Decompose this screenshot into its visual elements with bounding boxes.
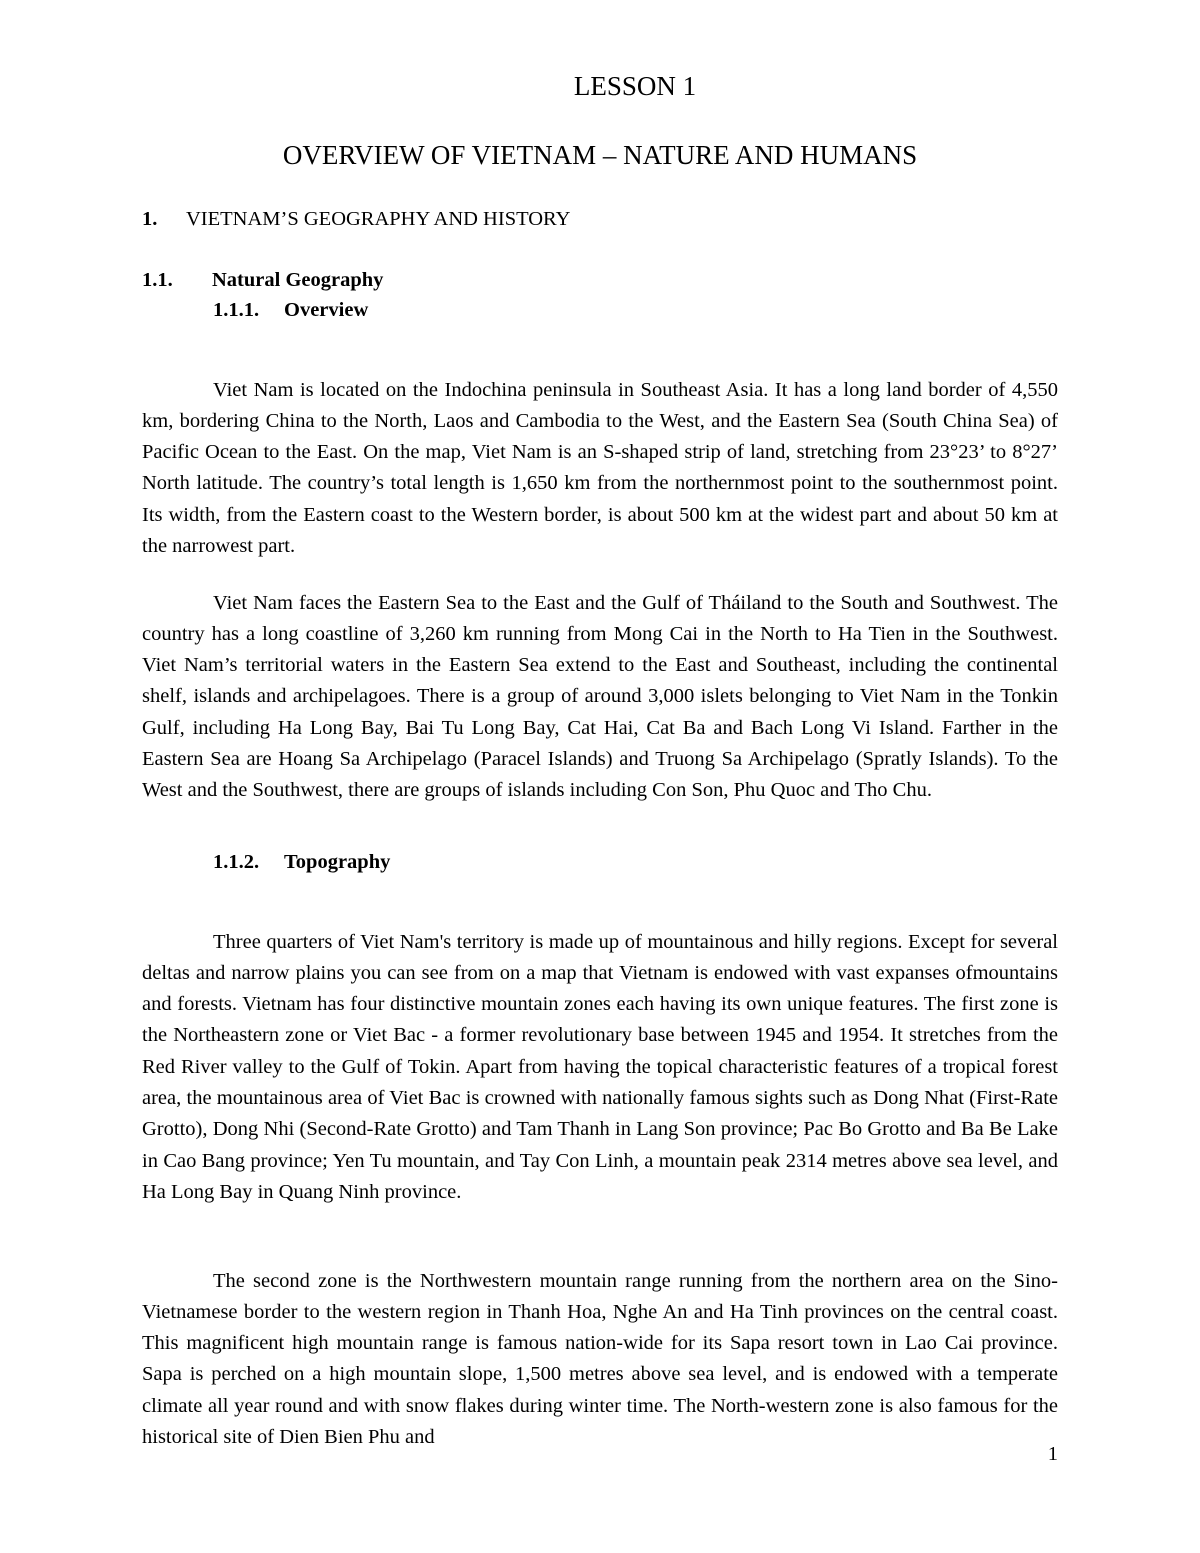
paragraph-overview-1: Viet Nam is located on the Indochina peninsula in Southeast Asia. It has a long land border of 4,550 km, bordering China to the North, Laos and Cambodia to the West, and the Eastern Sea (South China Sea) of Pacific Ocean to the East. On the map, Viet Nam is an S-shaped strip of land, stretching from 23°23’ to 8°27’ North latitude. The country’s total length is 1,650 km from the northernmost point to the southernmost point. Its width, from the Eastern coast to the Western border, is about 500 km at the widest part and about 50 km at the narrowest part.: [142, 378, 1058, 557]
paragraph-topography-1: Three quarters of Viet Nam's territory is made up of mountainous and hilly regions. Except for several deltas and narrow plains you can see from on a map that Vietnam is endowed with vast expanses ofmountains and forests. Vietnam has four distinctive mountain zones each having its own unique features. The first zone is the Northeastern zone or Viet Bac - a former revolutionary base between 1945 and 1954. It stretches from the Red River valley to the Gulf of Tokin. Apart from having the topical characteristic features of a tropical forest area, the mountainous area of Viet Bac is crowned with nationally famous sights such as Dong Nhat (First-Rate Grotto), Dong Nhi (Second-Rate Grotto) and Tam Thanh in Lang Son province; Pac Bo Grotto and Ba Be Lake in Cao Bang province; Yen Tu mountain, and Tay Con Linh, a mountain peak 2314 metres above sea level, and Ha Long Bay in Quang Ninh province.: [142, 930, 1058, 1203]
section-label: Topography: [284, 851, 391, 873]
paragraph-overview-2: Viet Nam faces the Eastern Sea to the East and the Gulf of Tháiland to the South and Southwest. The country has a long coastline of 3,260 km running from Mong Cai in the North to Ha Tien in the Southwest. Viet Nam’s territorial waters in the Eastern Sea extend to the East and Southeast, including the continental shelf, islands and archipelagoes. There is a group of around 3,000 islets belonging to Viet Nam in the Tonkin Gulf, including Ha Long Bay, Bai Tu Long Bay, Cat Hai, Cat Ba and Bach Long Vi Island. Farther in the Eastern Sea are Hoang Sa Archipelago (Paracel Islands) and Truong Sa Archipelago (Spratly Islands). To the West and the Southwest, there are groups of islands including Con Son, Phu Quoc and Tho Chu.: [142, 591, 1058, 802]
section-heading-1: [142, 205, 570, 233]
page-number: 1: [1047, 1443, 1058, 1465]
section-number: 1.: [142, 208, 158, 230]
section-number: 1.1.1.: [213, 299, 260, 321]
section-number: 1.1.: [142, 269, 173, 291]
section-heading-1-1-1: [213, 296, 368, 324]
section-label: Overview: [284, 299, 369, 321]
section-heading-1-1: [142, 266, 383, 294]
page-title: OVERVIEW OF VIETNAM – NATURE AND HUMANS: [282, 140, 918, 170]
lesson-label: LESSON 1: [573, 71, 697, 101]
paragraph-topography-2: The second zone is the Northwestern mountain range running from the northern area on the Sino-Vietnamese border to the western region in Thanh Hoa, Nghe An and Ha Tinh provinces on the central coast. This magnificent high mountain range is famous nation-wide for its Sapa resort town in Lao Cai province. Sapa is perched on a high mountain slope, 1,500 metres above sea level, and is endowed with a temperate climate all year round and with snow flakes during winter time. The North-western zone is also famous for the historical site of Dien Bien Phu and: [142, 1269, 1058, 1448]
section-label: VIETNAM’S GEOGRAPHY AND HISTORY: [186, 208, 571, 230]
section-label: Natural Geography: [212, 269, 384, 291]
section-number: 1.1.2.: [213, 851, 260, 873]
section-heading-1-1-2: [213, 848, 390, 876]
